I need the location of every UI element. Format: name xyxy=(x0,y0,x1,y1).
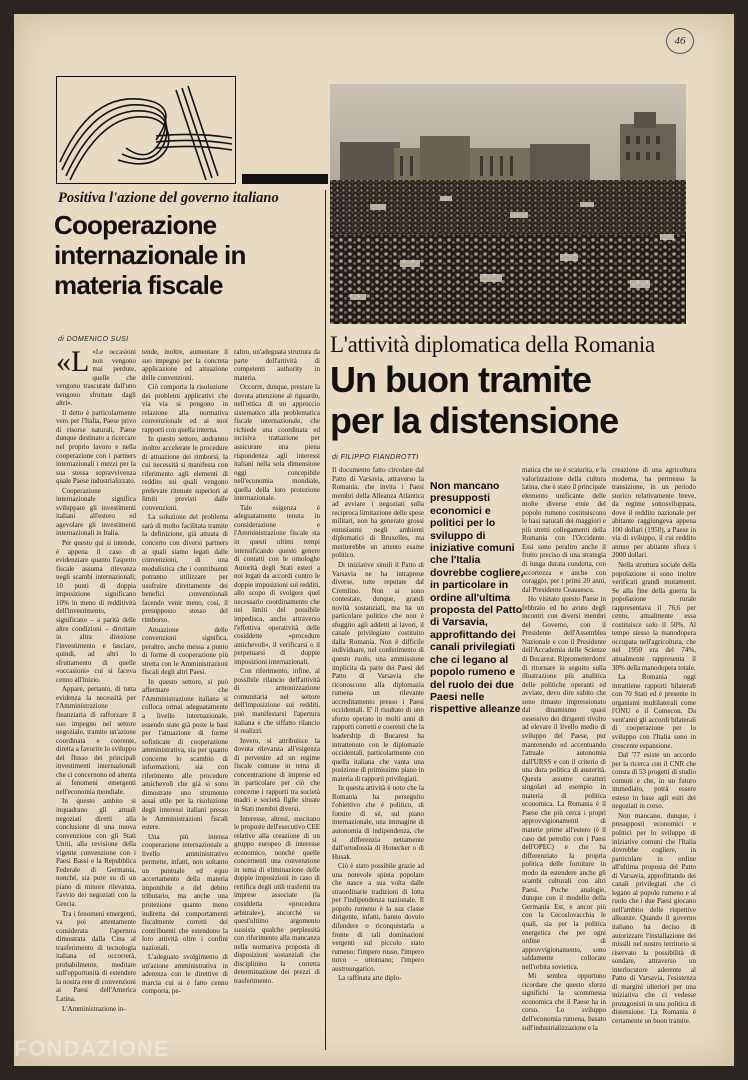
paragraph: Dal '77 esiste un accordo per la ricerca con il CNR che consta di 53 progetti di studio comuni e che, in un futuro immediato, potrà essere esteso in base agli esiti dei negoziati in corso. xyxy=(612,751,696,811)
paragraph: Mi sembra opportuno ricordare che questo sforzo significhi la scommessa economica che il Paese ha in corso. Lo sviluppo dell'economia rumena, basato sull'industrializzazione e la xyxy=(522,972,606,1032)
left-column-3 xyxy=(234,348,320,1048)
paragraph: Tra i fenomeni emergenti, va poi attentamente considerata l'apertura dimostrata dalla Cina al trasferimento di tecnologia italiana ed occorrerà, probabilmente, meditare sull'opportunità di estendere la nostra rete di convenzioni ai Paesi dell'America Latina. xyxy=(56,909,136,1004)
paragraph: Tale esigenza è adeguatamente tenuta in considerazione e l'Amministrazione fiscale sta in questi ultimi tempi intensificando questo genere di contatti con le omologhe Autorità degli Stati esteri a noi legati da accordi contro le doppie imposizioni sui redditi, allo scopo di svolgere quel necessario coordinamento che nei limiti del possibile impedisca, anche attraverso l'effettiva operatività delle cosiddette «procedure amichevoli», il verificarsi o il perpetuarsi di doppie imposizioni internazionali. xyxy=(234,503,320,666)
paragraph: Ciò comporta la risoluzione dei problemi applicativi che via via si pongono in relazione alla normativa convenzionale ed ai suoi rapporti con quella interna. xyxy=(142,383,228,434)
paragraph: In questa attività è noto che la Romania ha perseguito l'obiettivo che è politico, di fornire di sé, sul piano internazionale, una immagine di autonomia di indipendenza, che si differenzia nettamente dall'ortodossia di Honecker o di Husak. xyxy=(332,784,424,861)
pull-quote: Non mancano presupposti economici e politici per lo sviluppo di iniziative comuni che l'Italia dovrebbe cogliere, in particolare in ordine all'ultima proposta del Patto di Varsavia, approfittando dei canali privilegiati che ci legano al popolo rumeno e del ruolo dei due Paesi nelle rispettive alleanze xyxy=(430,480,524,716)
left-title-line: Cooperazione xyxy=(54,210,217,240)
paragraph: Non mancano, dunque, i presupposti economici e politici per lo sviluppo di iniziative comuni che l'Italia dovrebbe cogliere, in particolare in ordine all'ultima proposta del Patto di Varsavia, approfittando dei canali privilegiati che ci legano al popolo rumeno e al ruolo che i due Paesi giocano nell'ambito delle rispettive alleanze. Quando il governo italiano ha deciso di autorizzare l'installazione dei missili nel nostro territorio si riservato la possibilità di sondare, attraverso un interlocutore aderente al Patto di Varsavia, l'esistenza di margini ulteriori per una iniziativa che ci vedesse protagonisti in una politica di distensione. La Romania è certamente un buon tramite. xyxy=(612,811,696,1025)
right-column-2 xyxy=(522,466,606,1048)
paragraph: In questo settore, si può affermare che l'Amministrazione italiana si colloca ormai adeguatamente a livello internazionale, essendo state già poste le basi per l'attuazione di forme sofisticate di cooperazione amministrativa, sia per quanto concerne lo scambio di informazioni, sia con riferimento alle procedure amichevoli che già si sono dimostrate uno strumento assai utile per la risoluzione degli interessi italiani presso le Amministrazioni fiscali estere. xyxy=(142,677,228,832)
paragraph: creazione di una agricoltura moderna, ha permesso la transizione, in un periodo storico relativamente breve, da regime sottosviluppata, dove il reddito nazionale per abitante raggiungeva appena 100 dollari (1950), a Paese in via di sviluppo, il cui reddito annuo per abitante sfiora i 2000 dollari. xyxy=(612,466,696,560)
watermark: FONDAZIONE xyxy=(14,1036,170,1061)
magazine-logo-icon xyxy=(56,76,236,184)
paragraph: Con riferimento, infine, al possibile rilancio dell'attività di armonizzazione comunitaria nel settore dell'imposizione sui redditi, può manifestarsi l'apertura italiana e che siffatto rilancio si realizzi. xyxy=(234,667,320,736)
paragraph: Ciò è stato possibile grazie ad una notevole spinta popolare che nasce a sua volta dalle straordinarie tradizioni di lotta per l'indipendenza nazionale. Il popolo rumeno è la sua classe dirigente, infatti, hanno dovuto difendere o riconquistarla a fronte di tali dominazioni vergenti sul piccolo stato rumeno: l'impero russo, l'impero turco – ottomano; l'impero austroungarico. xyxy=(332,862,424,973)
paragraph: Nella struttura sociale della popolazione si sono inoltre verificati grandi mutamenti. Se alla fine della guerra la popolazione rurale rappresentava il 76,6 per cento, attualmente essa costituisce solo il 50%. Al tempo stesso la manodopera occupata nell'agricoltura, che nel 1950 era del 74%, attualmente rappresenta il 30% della manodopera totale. xyxy=(612,561,696,672)
left-column-2 xyxy=(142,348,228,1048)
crowd-photo xyxy=(330,84,686,324)
newspaper-page xyxy=(14,14,734,1066)
paragraph: In questo ambito si inquadrano gli attuali negoziati diretti alla conclusione di una nuova convenzione con gli Stati Uniti, alla revisione della vigente convenzione con i Paesi Bassi e la Repubblica Federale di Germania, nonché, sia pure su di un piano di minore rilevanza, l'avvio dei negoziati con la Grecia. xyxy=(56,797,136,908)
paragraph: Cooperazione internazionale significa sviluppare gli investimenti italiani all'estero ed agevolare gli investimenti internazionali in Italia. xyxy=(56,486,136,538)
left-column-1 xyxy=(56,348,136,1048)
right-title-line: per la distensione xyxy=(330,400,619,441)
paragraph: Invero, si attribuisce la dovuta rilevanza all'esigenza di pervenire ad un regime fiscale comune in tema di concentrazione di imprese ed in particolare per ciò che concerne i rapporti tra società madri e società figlie situate in Stati membri diversi. xyxy=(234,736,320,813)
paragraph: La Romania oggi intrattiene rapporti bilaterali con 70 Stati ed è presente in organismi multilaterali come l'ONU e il Comecon. Da vent'anni gli accordi bilaterali di cooperazione per lo sviluppo con l'Italia sono in crescente espansione. xyxy=(612,673,696,750)
left-byline: di DOMENICO SUSI xyxy=(58,336,129,343)
paragraph: L'Amministrazione in- xyxy=(62,1004,126,1013)
right-column-1 xyxy=(332,466,424,1048)
paragraph: matica che ne è scaturita, e la valorizzazione della cultura latina, che è stato il principale elemento unificante delle molte diverse etnie del popolo rumeno costituiscono le basi naturali dei maggiori e più stretti collegamenti della Romania con l'Occidente. Essi sono peraltro anche il frutto preciso di una strategia di lunga durata condotta, con accortezza e anche con coraggio, per i primi 20 anni, dal Presidente Ceausescu. xyxy=(522,466,606,594)
paragraph: raltro, un'adeguata struttura da parte dell'attività di competenti authority in materia. xyxy=(234,348,320,382)
right-column-3 xyxy=(612,466,696,1048)
paragraph: L'adeguato svolgimento di un'azione amministrativa in aderenza con le direttive di marcia cui si è fatto cenno comporta, pe- xyxy=(142,953,228,996)
paragraph: In questo settore, andranno inoltre accelerate le procedure di attuazione dei rimborsi, la cui necessità si manifesta con riferimento agli elementi di reddito sui quali vengono prelevate ritenute superiori ai limiti previsti dalle convenzioni. xyxy=(142,435,228,512)
logo-rule xyxy=(242,174,328,184)
paragraph: Il detto è particolarmente vero per l'Italia, Paese privo di risorse naturali, Paese dunque destinato a ricercare nel proprio lavoro e nella cooperazione con i partners internazionali i mezzi per la sua stessa sopravvivenza quale Paese industrializzato. xyxy=(56,408,136,486)
paragraph: Attuazione delle convenzioni significa, peraltro, anche messa a punto di forme di cooperazione più stretta con le Amministrazioni fiscali degli altri Paesi. xyxy=(142,625,228,677)
paragraph: «L «Le occasioni non vengono mai perdute, quelle che vengono trascurate dall'uno vengono sfruttate dagli altri». xyxy=(56,348,136,408)
left-title-line: internazionale in xyxy=(54,240,246,270)
paragraph: tende, inoltre, aumentare il suo impegno per la concreta applicazione ed attuazione delle convenzioni. xyxy=(142,348,228,382)
paragraph: Occorre, dunque, prestare la dovuta attenzione al riguardo, nell'ottica di un approccio sistematico alla problematica fiscale internazionale, che richiede una coordinata ed incisiva trattazione per assicurare una piena rispondenza agli interessi italiani nella sola dimensione oggi concepibile nell'economia mondiale, quella della loro protezione internazionale. xyxy=(234,383,320,503)
paragraph: Interesse, altresì, suscitano le proposte dell'esecutivo CEE relative alla creazione di un gruppo europeo di interesse economico, nonché quelle concernenti una convenzione in tema di eliminazione delle doppie imposizioni in caso di rettifica degli utili trasferiti tra imprese associate (la cosiddetta «procedura arbitrale»), ancorché su quest'ultimo argomento sussista qualche perplessità con riferimento alla mancanza nella normativa proposta di disposizioni sostanziali che disciplinino la corretta determinazione dei prezzi di trasferimento. xyxy=(234,814,320,985)
paragraph: Il documento fatto circolare dal Patto di Varsavia, attraverso la Romania, che invita i Paesi membri della Alleanza Atlantica ad avviare i negoziati sulla reciproca limitazione delle spese militari, non ha generato grossi entusiasmi negli ambienti diplomatici di Bruxelles, ma meriterebbe un attento esame politico. xyxy=(332,466,424,560)
right-byline: di FILIPPO FIANDROTTI xyxy=(332,454,419,461)
paragraph: Ho visitato questo Paese in febbraio ed ho avuto degli incontri con diversi membri del Governo, con il Presidente dell'Assemblea Nazionale e con il Presidente dell'Accademia delle Scienze di Bucarest. Riprometterdomi di ritornare in seguito sulla illustrazione più analitica delle politiche operanti ed avviate, devo dire subito che sono rimasto impressionato dal dinamismo quasi ossessivo dei dirigenti rivolto ad elevare il livello medio di sviluppo del Paese, pur mantenendo ed accentuando l'attuale autonomia dall'URSS e con il criterio di una dura politica di austerità. Questa assume caratteri singolari ad esempio in materia di politica economica. La Romania è il Paese che più cerca i propri approvvigionamenti di materie prime all'estero (è il caso del petrolio con i Paesi dell'OPEC) e che ha differenziato la propria politica delle forniture in modo da estendere anche gli scambi culturali con altri Paesi. Poche analogie, dunque con il modello della Germania Est, e ancor più con la Cecoslovacchia le quali, sia per la politica energetica che per ogni ordine di approvvigionamento, sono saldamente collocate nell'orbita sovietica. xyxy=(522,595,606,971)
left-article-title xyxy=(54,210,324,300)
paragraph: Di iniziative simili il Patto di Varsavia ne ha intraprese diverse, tutte reputate dal Cremlino. Non si sono contestate, dunque, grandi novità sostanziali, ma ha un particolare politico che non è sfuggito agli addetti ai lavori, il canale privilegiato costituito dalla Romania. Non è difficile individuare, nel conferimento di questo ruolo, una ammissione implicita da parte dei Paesi del Patto di Varsavia che riconoscono alla diplomazia rumena un rilevante accreditamento presso i Paesi occidentali. E' il risultato di uno sforzo operato in molti anni di rapporti corretti e coerenti che la leadership di Bucarest ha intrattenuto con le diplomazie occidentali, particolarmente con quella italiana che vanta una posizione di primissimo piano in materia di rapporti privilegiati. xyxy=(332,561,424,783)
drop-cap: «L xyxy=(56,348,90,378)
left-article-kicker: Positiva l'azione del governo italiano xyxy=(58,190,279,206)
right-title-line: Un buon tramite xyxy=(330,359,591,400)
paragraph: Per questo qui si intende, è appena il caso di evidenziare quanto l'aspetto fiscale assuma rilevanza negli scambi internazionali; 10 punti di doppia imposizione significano 10% in meno di redditività dell'investimento, significano – a parità delle altre condizioni – dirottare in altra direzione l'investimento e lasciare, quindi, ad altri lo sfruttamento di quelle «occasioni» cui si faceva cenno all'inizio. xyxy=(56,539,136,684)
paragraph: Appare, pertanto, di tutta evidenza la necessità per l'Amministrazione finanziaria di rafforzare il suo impegno nel settore negoziale, tramite un'azione coordinata e coerente, diretta a favorire lo sviluppo del flusso dei principali investimenti internazionali che ci concernono ed attenta ai fenomeni emergenti nell'economia mondiale. xyxy=(56,685,136,796)
column-divider xyxy=(325,190,326,1050)
right-article-title xyxy=(330,359,710,441)
paragraph: La soluzione del problema sarà di molto facilitata tramite la definizione, già attuata di concerto con diversi partners ai quali siamo legati dalle convenzioni, di una modulistica che i contribuenti potranno utilizzare per usufruire direttamente dei benefici convenzionali facendo venir meno, così, il presupposto stesso del rimborso. xyxy=(142,513,228,624)
left-title-line: materia fiscale xyxy=(54,270,223,300)
paragraph: La raffinata arte diplo- xyxy=(338,974,402,983)
paragraph: Una più intensa cooperazione internazionale a livello amministrativo permette, infatti, non soltanto un puntuale ed equo accertamento della materia imponibile e del debito tributario, ma anche una protezione quanto meno indiretta dei comportamenti fiscalmente corretti dei contribuenti che estendono la loro attività oltre i confini nazionali. xyxy=(142,832,228,952)
page-number: 46 xyxy=(666,28,694,54)
right-article-kicker: L'attività diplomatica della Romania xyxy=(330,332,655,357)
